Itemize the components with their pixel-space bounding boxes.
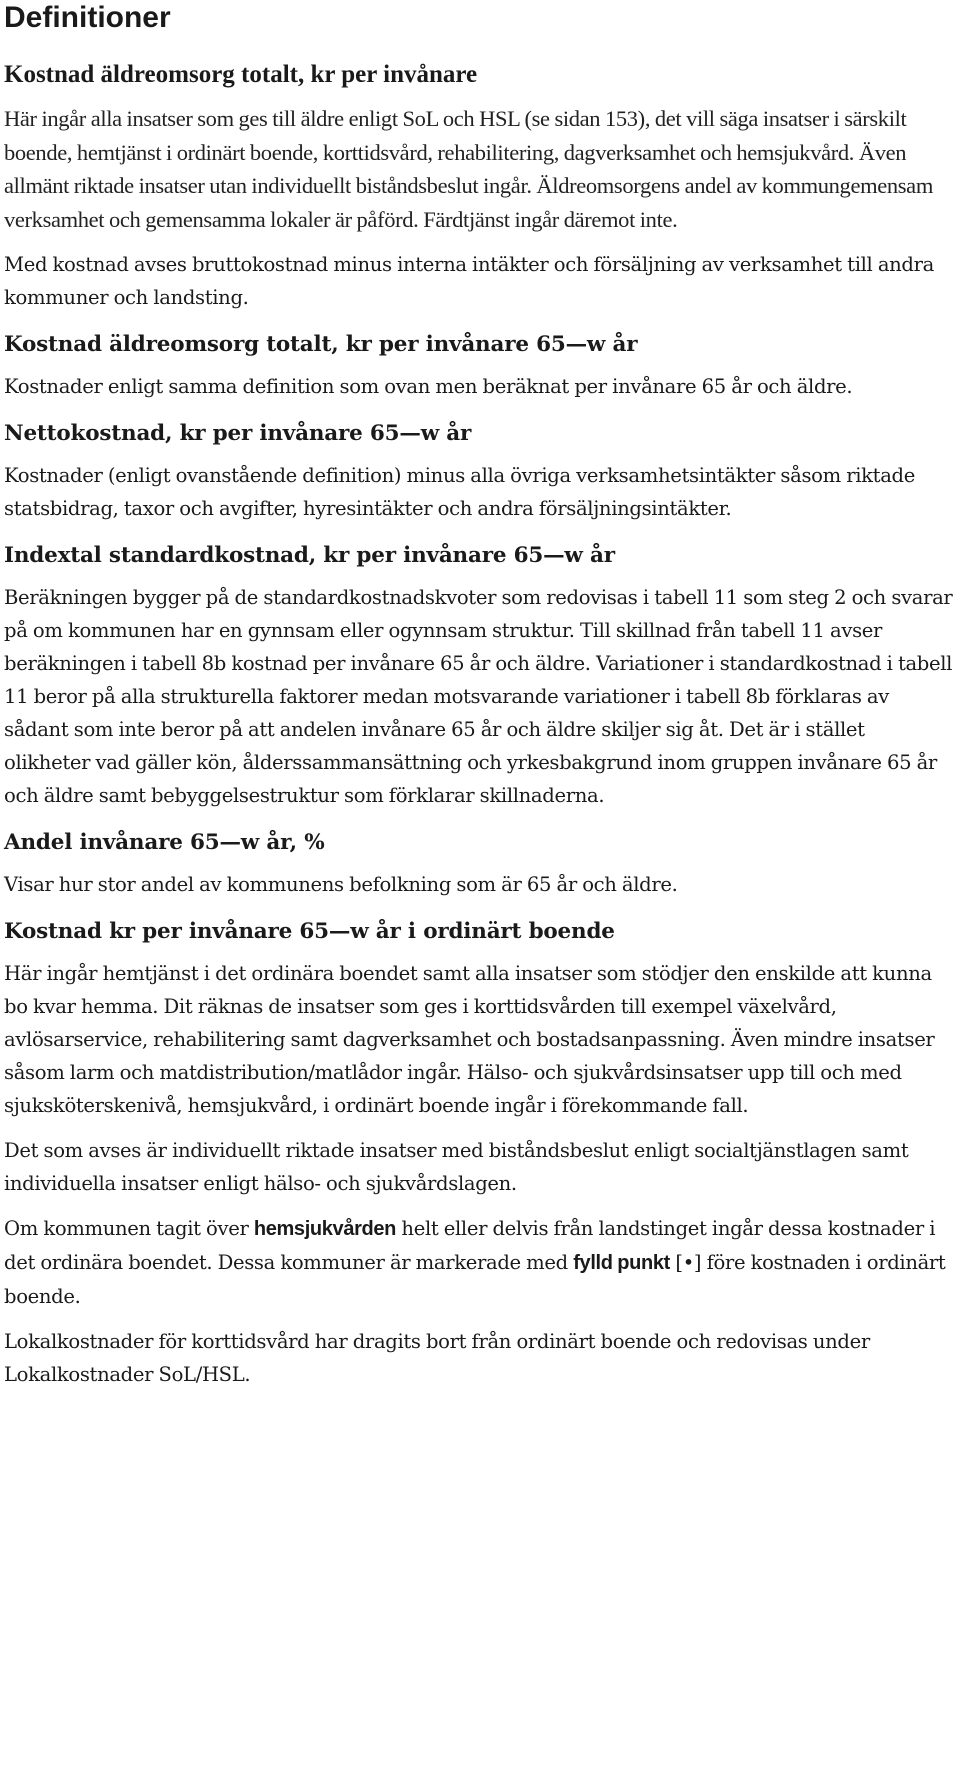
section-paragraph: Här ingår hemtjänst i det ordinära boendet samt alla insatser som stödjer den enskilde att kunna bo kvar hemma. Dit räknas de insatser som ges i korttidsvården till exempel växelvård, avlösarservice, rehabilitering samt dagverksamhet och bostadsanpassning. Även mindre insatser såsom larm och matdistribution/matlådor ingår. Hälso- och sjukvårdsinsatser upp till och med sjuksköterskenivå, hemsjukvård, i ordinärt boende ingår i förekommande fall. [4, 962, 935, 1117]
section-andel [4, 828, 956, 901]
note-text: ] före kostnaden i ordinärt boende. [4, 1251, 946, 1308]
note-text: Om kommunen tagit över [4, 1217, 254, 1240]
section-paragraph: Visar hur stor andel av kommunens befolkning som är 65 år och äldre. [4, 873, 678, 896]
note-text: [ [670, 1251, 683, 1274]
section-heading: Indextal standardkostnad, kr per invånare 65—w år [4, 543, 615, 568]
section-paragraph: Kostnader (enligt ovanstående definition) minus alla övriga verksamhetsintäkter såsom riktade statsbidrag, taxor och avgifter, hyresintäkter och andra försäljningsintäkter. [4, 464, 915, 520]
section-indextal [4, 541, 956, 812]
section-paragraph: Här ingår alla insatser som ges till äldre enligt SoL och HSL (se sidan 153), det vill säga insatser i särskilt boende, hemtjänst i ordinärt boende, korttidsvård, rehabilitering, dagverksamhet och hemsjukvård. Även allmänt riktade insatser utan individuellt biståndsbeslut ingår. Äldreomsorgens andel av kommungemensam verksamhet och gemensamma lokaler är påförd. Färdtjänst ingår däremot inte. [4, 106, 933, 232]
bullet-marker: • [682, 1251, 694, 1274]
section-ordinart-boende [4, 917, 956, 1391]
section-paragraph: Kostnader enligt samma definition som ovan men beräknat per invånare 65 år och äldre. [4, 375, 853, 398]
section-heading: Kostnad kr per invånare 65—w år i ordinärt boende [4, 919, 615, 944]
section-heading: Nettokostnad, kr per invånare 65—w år [4, 421, 472, 446]
note-bold-term: fylld punkt [573, 1252, 670, 1274]
section-paragraph: Lokalkostnader för korttidsvård har dragits bort från ordinärt boende och redovisas under Lokalkostnader SoL/HSL. [4, 1330, 870, 1386]
section-paragraph: Det som avses är individuellt riktade insatser med biståndsbeslut enligt socialtjänstlagen samt individuella insatser enligt hälso- och sjukvårdslagen. [4, 1139, 909, 1195]
section-paragraph: Med kostnad avses bruttokostnad minus interna intäkter och försäljning av verksamhet till andra kommuner och landsting. [4, 253, 934, 309]
section-paragraph: Beräkningen bygger på de standardkostnadskvoter som redovisas i tabell 11 som steg 2 och svarar på om kommunen har en gynnsam eller ogynnsam struktur. Till skillnad från tabell 11 avser beräkningen i tabell 8b kostnad per invånare 65 år och äldre. Variationer i standardkostnad i tabell 11 beror på alla strukturella faktorer medan motsvarande variationer i tabell 8b förklaras av sådant som inte beror på att andelen invånare 65 år och äldre skiljer sig åt. Det är i stället olikheter vad gäller kön, ålderssammansättning och yrkesbakgrund inom gruppen invånare 65 år och äldre samt bebyggelsestruktur som förklarar skillnaderna. [4, 586, 953, 807]
document-page [4, 0, 956, 1391]
section-heading: Kostnad äldreomsorg totalt, kr per invånare 65—w år [4, 332, 638, 357]
section-heading: Andel invånare 65—w år, % [4, 830, 325, 855]
section-heading: Kostnad äldreomsorg totalt, kr per invånare [4, 61, 478, 88]
section-nettokostnad [4, 419, 956, 525]
page-title: Definitioner [4, 1, 171, 34]
section-kostnad-totalt [4, 60, 956, 314]
section-kostnad-65 [4, 330, 956, 403]
note-bold-term: hemsjukvården [253, 1218, 397, 1240]
note-text: helt eller delvis från landstinget ingår dessa kostnader i det ordinära boendet. Dessa kommuner är markerade med [4, 1217, 936, 1274]
section-note [4, 1212, 956, 1313]
